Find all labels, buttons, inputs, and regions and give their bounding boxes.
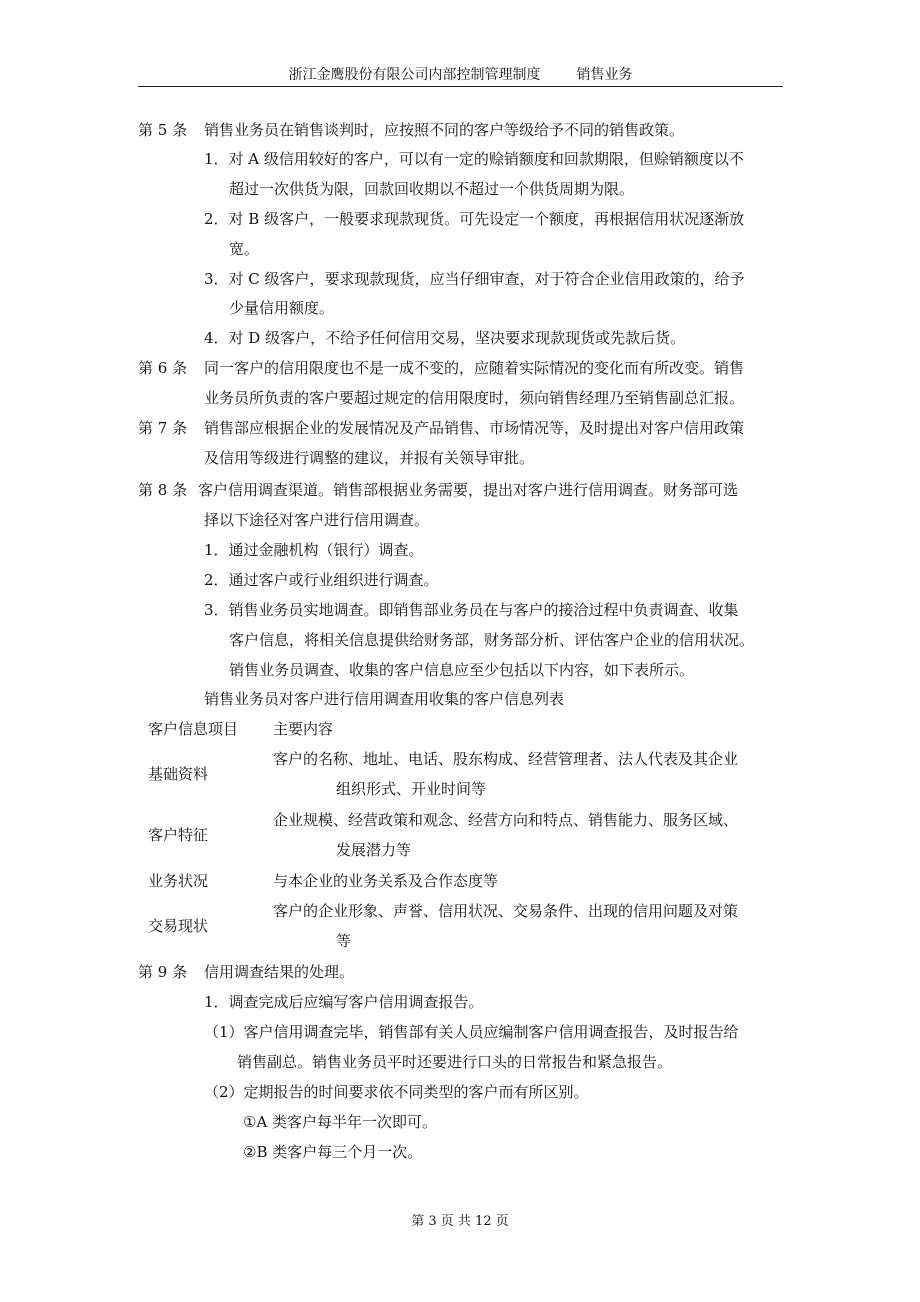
article-6-line1: 同一客户的信用限度也不是一成不变的，应随着实际情况的变化而有所改变。销售 [204, 359, 745, 377]
table-row-1-item: 基础资料 [148, 765, 209, 783]
art5-item-4: 4．对 D 级客户，不给予任何信用交易，坚决要求现款现货或先款后货。 [204, 329, 686, 347]
article-5-label: 第 5 条 [138, 121, 188, 139]
art5-item-1-line1: 1．对 A 级信用较好的客户，可以有一定的赊销额度和回款期限，但赊销额度以不 [204, 150, 744, 168]
art8-item-1: 1．通过金融机构（银行）调查。 [204, 541, 424, 559]
table-row-2-item: 客户特征 [148, 826, 209, 844]
header-company: 浙江金鹰股份有限公司内部控制管理制度 [288, 67, 541, 83]
art8-item-3-line1: 3．销售业务员实地调查。即销售部业务员在与客户的接洽过程中负责调查、收集 [204, 601, 739, 619]
article-6-label: 第 6 条 [138, 359, 188, 377]
art5-item-3-line1: 3．对 C 级客户，要求现款现货，应当仔细审查，对于符合企业信用政策的，给予 [204, 270, 745, 288]
art9-item-1: 1．调查完成后应编写客户信用调查报告。 [204, 993, 484, 1011]
article-9-label: 第 9 条 [138, 963, 188, 981]
article-8-line1: 客户信用调查渠道。销售部根据业务需要，提出对客户进行信用调查。财务部可选 [198, 481, 739, 499]
article-7-label: 第 7 条 [138, 419, 188, 437]
table-header-item: 客户信息项目 [148, 720, 239, 738]
table-row-1-content-line1: 客户的名称、地址、电话、股东构成、经营管理者、法人代表及其企业 [273, 750, 739, 768]
art8-item-3-line2: 客户信息，将相关信息提供给财务部，财务部分析、评估客户企业的信用状况。 [229, 631, 755, 649]
article-6-line2: 业务员所负责的客户要超过规定的信用限度时，须向销售经理乃至销售副总汇报。 [204, 389, 745, 407]
table-row-2-content-line2: 发展潜力等 [336, 841, 412, 859]
art9-sub-1-line1: （1）客户信用调查完毕，销售部有关人员应编制客户信用调查报告，及时报告给 [204, 1023, 739, 1041]
art5-item-3-line2: 少量信用额度。 [229, 299, 335, 317]
article-8-line2: 择以下途径对客户进行信用调查。 [204, 511, 430, 529]
table-row-4-content-line1: 客户的企业形象、声誉、信用状况、交易条件、出现的信用问题及对策 [273, 902, 739, 920]
page-header [138, 64, 783, 87]
table-row-4-item: 交易现状 [148, 917, 209, 935]
art9-sub-2: （2）定期报告的时间要求依不同类型的客户而有所区别。 [204, 1083, 589, 1101]
art5-item-2-line2: 宽。 [229, 240, 260, 258]
table-caption: 销售业务员对客户进行信用调查用收集的客户信息列表 [204, 690, 565, 708]
article-8-label: 第 8 条 [138, 481, 188, 499]
art9-sub-1-line2: 销售副总。销售业务员平时还要进行口头的日常报告和紧急报告。 [237, 1053, 673, 1071]
art8-item-3-line3: 销售业务员调查、收集的客户信息应至少包括以下内容，如下表所示。 [229, 661, 695, 679]
article-7-line2: 及信用等级进行调整的建议，并报有关领导审批。 [204, 449, 535, 467]
art9-case-a: ①A 类客户每半年一次即可。 [243, 1113, 438, 1131]
art5-item-1-line2: 超过一次供货为限，回款回收期以不超过一个供货周期为限。 [229, 180, 635, 198]
art9-case-b: ②B 类客户每三个月一次。 [243, 1143, 423, 1161]
table-row-3-content: 与本企业的业务关系及合作态度等 [273, 872, 499, 890]
article-9-text: 信用调查结果的处理。 [204, 963, 355, 981]
article-7-line1: 销售部应根据企业的发展情况及产品销售、市场情况等，及时提出对客户信用政策 [204, 419, 745, 437]
table-row-3-item: 业务状况 [148, 872, 209, 890]
art5-item-2-line1: 2．对 B 级客户，一般要求现款现货。可先设定一个额度，再根据信用状况逐渐放 [204, 210, 745, 228]
table-row-1-content-line2: 组织形式、开业时间等 [336, 780, 487, 798]
header-section: 销售业务 [576, 67, 633, 83]
table-row-2-content-line1: 企业规模、经营政策和观念、经营方向和特点、销售能力、服务区域、 [273, 811, 739, 829]
table-header-content: 主要内容 [273, 720, 334, 738]
article-5-text: 销售业务员在销售谈判时，应按照不同的客户等级给予不同的销售政策。 [204, 121, 685, 139]
page-number: 第 3 页 共 12 页 [411, 1214, 509, 1229]
art8-item-2: 2．通过客户或行业组织进行调查。 [204, 571, 439, 589]
table-row-4-content-line2: 等 [336, 932, 352, 950]
